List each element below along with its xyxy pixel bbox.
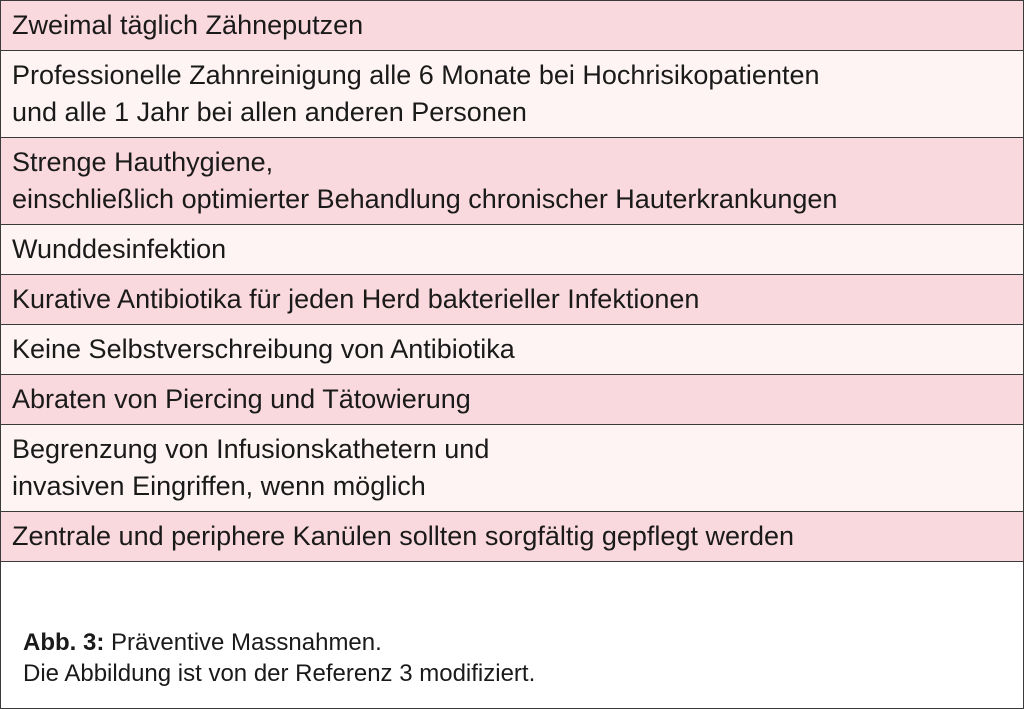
table-cell: [1, 375, 1023, 425]
table-row: [1, 51, 1023, 138]
table-row: [1, 275, 1023, 325]
cell-line: Zentrale und periphere Kanülen sollten sorgfältig gepflegt werden: [12, 521, 795, 551]
cell-line: Wunddesinfektion: [12, 234, 227, 264]
table-cell: [1, 51, 1023, 138]
caption-title-line: [23, 627, 535, 658]
figure-caption: [23, 627, 535, 689]
cell-line: Begrenzung von Infusionskathetern und: [12, 434, 490, 464]
table-cell: [1, 425, 1023, 512]
table-row: [1, 325, 1023, 375]
cell-line: Keine Selbstverschreibung von Antibiotika: [12, 334, 515, 364]
table-cell: [1, 225, 1023, 275]
table-row: [1, 425, 1023, 512]
table-cell: [1, 275, 1023, 325]
caption-title: Präventive Massnahmen.: [104, 629, 382, 656]
cell-line: Abraten von Piercing und Tätowierung: [12, 384, 471, 414]
caption-label: Abb. 3:: [23, 629, 105, 656]
table-row: [1, 512, 1023, 562]
cell-line: und alle 1 Jahr bei allen anderen Personen: [12, 97, 527, 127]
table-cell: [1, 138, 1023, 225]
table-row: [1, 1, 1023, 51]
cell-line: invasiven Eingriffen, wenn möglich: [12, 471, 426, 501]
cell-line: Strenge Hauthygiene,: [12, 147, 274, 177]
table-row: [1, 225, 1023, 275]
table-cell: [1, 512, 1023, 562]
table-cell: [1, 325, 1023, 375]
cell-line: Kurative Antibiotika für jeden Herd bakterieller Infektionen: [12, 284, 700, 314]
preventive-measures-table: [1, 1, 1023, 562]
caption-note: Die Abbildung ist von der Referenz 3 modifiziert.: [23, 660, 536, 687]
table-cell: [1, 1, 1023, 51]
cell-line: Zweimal täglich Zähneputzen: [12, 10, 364, 40]
table-row: [1, 375, 1023, 425]
table-row: [1, 138, 1023, 225]
cell-line: Professionelle Zahnreinigung alle 6 Monate bei Hochrisikopatienten: [12, 60, 820, 90]
cell-line: einschließlich optimierter Behandlung chronischer Hauterkrankungen: [12, 184, 838, 214]
